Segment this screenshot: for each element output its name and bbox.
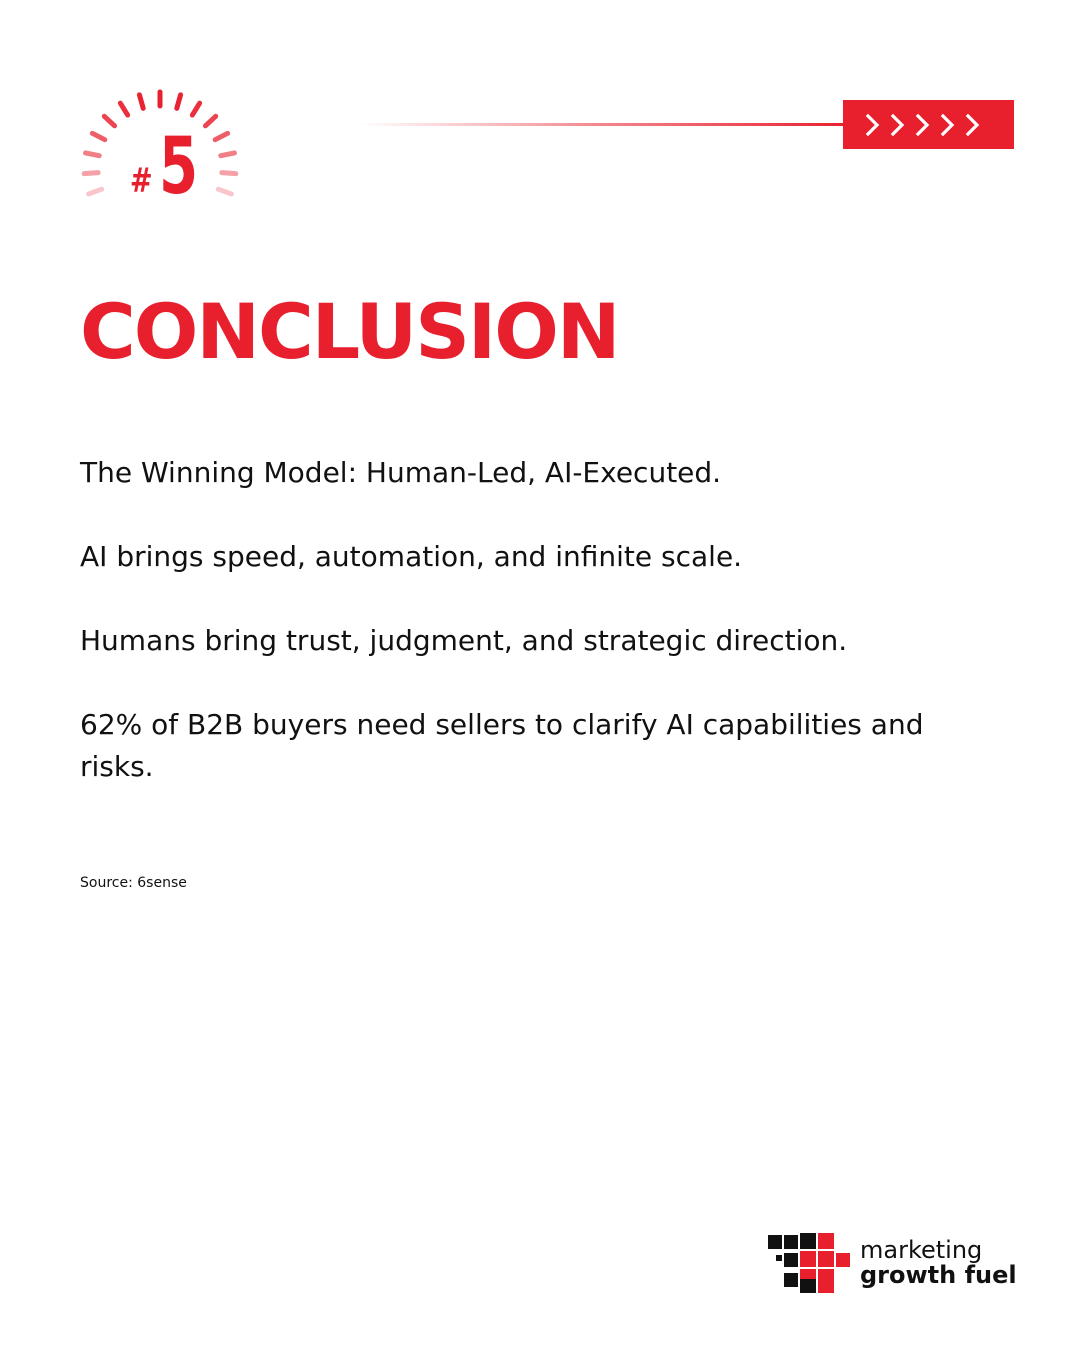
page-title: CONCLUSION [80, 287, 619, 376]
next-arrows-box [843, 100, 1014, 149]
chevrons-right-icon [864, 112, 994, 138]
logo-line-growth-fuel: growth fuel [860, 1261, 1017, 1289]
paragraph-ai-brings: AI brings speed, automation, and infinite scale. [80, 540, 743, 573]
conclusion-body [80, 452, 960, 830]
paragraph-statistic: 62% of B2B buyers need sellers to clarify AI capabilities and risks. [80, 708, 924, 783]
pixel-logo-icon [768, 1233, 850, 1293]
paragraph-humans-bring: Humans bring trust, judgment, and strategic direction. [80, 624, 848, 657]
brand-logo [768, 1233, 1017, 1293]
section-number-value: 5 [159, 122, 199, 213]
paragraph-winning-model: The Winning Model: Human-Led, AI-Executed. [80, 456, 722, 489]
logo-line-marketing: marketing [860, 1235, 983, 1264]
source-note: Source: 6sense [80, 875, 187, 891]
section-number-badge [78, 78, 248, 218]
logo-wordmark [860, 1235, 1017, 1289]
header-gradient-line [360, 123, 850, 126]
section-number [78, 78, 248, 218]
hash-symbol: # [129, 161, 153, 201]
